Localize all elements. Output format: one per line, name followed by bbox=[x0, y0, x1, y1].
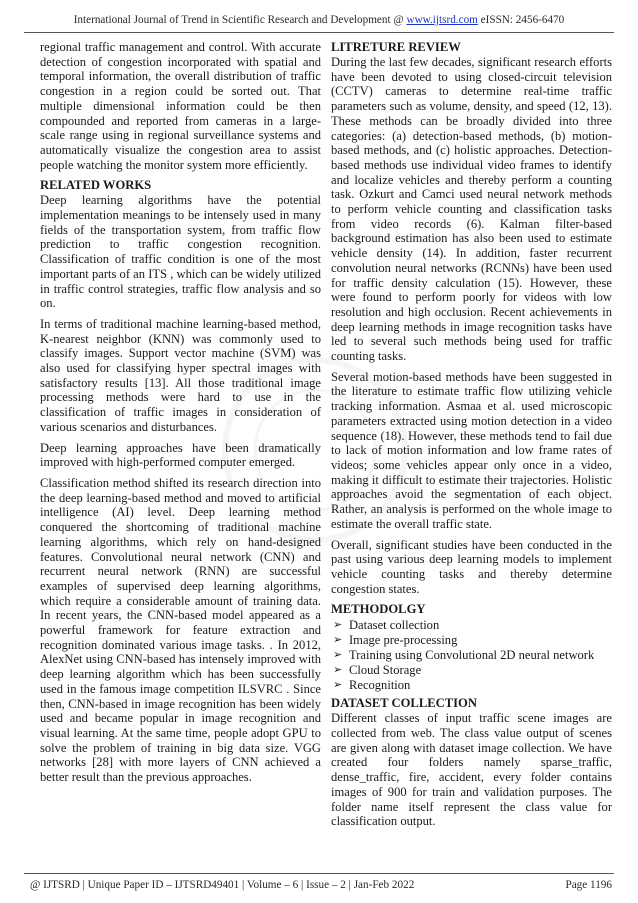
list-item-label: Image pre-processing bbox=[349, 633, 458, 648]
arrow-bullet-icon: ➢ bbox=[333, 634, 343, 647]
related-works-paragraph-1: Deep learning algorithms have the potential implementation meanings to be intensely used in many fields of the transportation system, from traffic flow prediction to traffic congestion recognition. Classification of traffic condition is one of the most important parts of an ITS , which can be widely utilized in traffic control strategies, traffic flow analysis and so on. bbox=[40, 193, 321, 311]
related-works-paragraph-4: Classification method shifted its research direction into the deep learning-based method and moved to artificial intelligence (AI) level. Deep learning method conquered the shortcoming of traditional machine learning algorithms, which rely on hand-designed features. Convolutional neural network (CNN) and recurrent neural network (RNN) are successful examples of supervised deep learning algorithms, which require a considerable amount of training data. In recent years, the CNN-based model appeared as a powerful framework for feature extraction and recognition dominated various image tasks. . In 2012, AlexNet using CNN-based has intensely improved with deep learning algorithm which has been successfully used in the famous image competition ILSVRC . Since then, CNN-based in image recognition has been widely used and became popular in image recognition and visual learning. At the same time, people adopt GPU to solve the problem of training in big data size. VGG networks [28] with more layers of CNN achieved a better result than the previous approaches. bbox=[40, 475, 321, 785]
list-item-label: Recognition bbox=[349, 677, 411, 692]
list-item bbox=[331, 663, 612, 678]
literature-paragraph-3: Overall, significant studies have been conducted in the past using various deep learning models to implement vehicle counting tasks and thereby determine congestion states. bbox=[331, 537, 612, 596]
journal-website-link[interactable]: www.ijtsrd.com bbox=[406, 14, 478, 26]
issn-label: eISSN: 2456-6470 bbox=[477, 14, 565, 26]
literature-paragraph-2: Several motion-based methods have been suggested in the literature to estimate traffic flow utilizing vehicle tracking information. Asmaa et al. used microscopic parameters extracted using motion detection in a video sequence (18). However, these methods tend to fail due to lack of motion information and low frame rates of videos; some vehicles appear only once in a video, making it difficult to estimate their trajectories. Holistic approaches avoid the segmentation of each object. Rather, an analysis is performed on the whole image to estimate the overall traffic state. bbox=[331, 369, 612, 531]
header-divider bbox=[24, 32, 614, 33]
literature-review-heading: LITRETURE REVIEW bbox=[331, 40, 461, 54]
arrow-bullet-icon: ➢ bbox=[333, 663, 343, 676]
list-item bbox=[331, 633, 612, 648]
dataset-collection-heading: DATASET COLLECTION bbox=[331, 696, 477, 711]
list-item bbox=[331, 648, 612, 663]
right-column bbox=[331, 40, 612, 829]
list-item-label: Training using Convolutional 2D neural network bbox=[349, 647, 595, 662]
list-item bbox=[331, 618, 612, 633]
arrow-bullet-icon: ➢ bbox=[333, 619, 343, 632]
related-works-paragraph-2: In terms of traditional machine learning-based method, K-nearest neighbor (KNN) was commonly used to classify images. Support vector machine (SVM) was also used for classifying hyper spectral images with satisfactory results [13]. All those traditional image processing methods were hard to use in the classification of traffic images in consideration of various scenarios and disturbances. bbox=[40, 316, 321, 434]
arrow-bullet-icon: ➢ bbox=[333, 648, 343, 661]
list-item-label: Cloud Storage bbox=[349, 662, 422, 677]
related-works-paragraph-3: Deep learning approaches have been dramatically improved with high-performed computer emerged. bbox=[40, 440, 321, 470]
footer-paper-info: @ IJTSRD | Unique Paper ID – IJTSRD49401 | Volume – 6 | Issue – 2 | Jan-Feb 2022 bbox=[30, 879, 415, 891]
methodology-list bbox=[331, 618, 612, 692]
running-header bbox=[0, 14, 638, 26]
journal-title: International Journal of Trend in Scientific Research and Development @ bbox=[73, 14, 407, 26]
left-column bbox=[40, 40, 321, 785]
methodology-heading: METHODOLGY bbox=[331, 602, 426, 617]
arrow-bullet-icon: ➢ bbox=[333, 678, 343, 691]
page-number: Page 1196 bbox=[565, 879, 612, 891]
dataset-paragraph: Different classes of input traffic scene images are collected from web. The class value output of scenes are given along with dataset image collection. We have created four folders namely sparse_traffic, dense_traffic, fire, accident, every folder contains images of 900 for train and validation purposes. The folder name itself represent the class value for classification output. bbox=[331, 711, 612, 829]
related-works-heading: RELATED WORKS bbox=[40, 178, 152, 193]
list-item bbox=[331, 678, 612, 693]
footer-divider bbox=[24, 873, 614, 874]
list-item-label: Dataset collection bbox=[349, 618, 440, 633]
literature-paragraph-1: During the last few decades, significant research efforts have been devoted to using closed-circuit television (CCTV) cameras to determine real-time traffic parameters such as volume, density, and speed (12, 13). These methods can be broadly divided into three categories: (a) detection-based methods, (b) motion-based methods, and (c) holistic approaches. Detection-based methods use individual video frames to identify and localize vehicles and thereby perform a counting task. Ozkurt and Camci used neural network methods to perform vehicle counting and classification tasks from video records (6). Kalman filter-based background estimation has also been used to estimate vehicle density (14). In addition, faster recurrent convolution neural networks (RCNNs) have been used for traffic density calculation (15). However, these were found to perform poorly for videos with low resolution and high occlusion. Recent achievements in deep learning methods in image recognition tasks have led to several such methods being used for traffic counting tasks. bbox=[331, 55, 612, 364]
intro-paragraph: regional traffic management and control. With accurate detection of congestion incorporated with spatial and temporal information, the overall distribution of traffic congestion in a region could be sorted out. That multiple dimensional information could be then compounded and reported from cameras in a large-scale range using in regional surveillance systems and automatically visualize the congestion area to assist people watching the monitor system more efficiently. bbox=[40, 40, 321, 172]
